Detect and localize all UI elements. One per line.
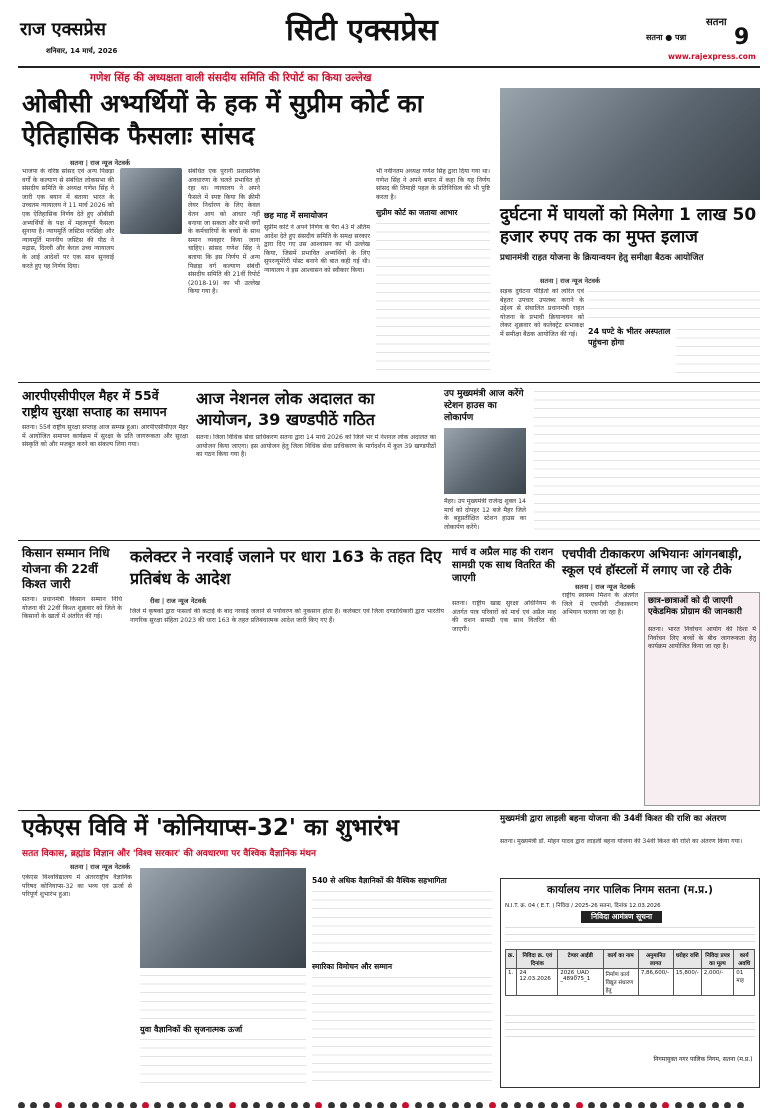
footer-dot [501, 1102, 508, 1108]
lokadalat-body: सतना। जिला विधिक सेवा प्राधिकरण सतना द्वारा 14 मार्च 2026 को जिले भर में नेशनल लोक अदालत का आयोजन किया जाएगा। इस आयोजन हेतु जिला विधिक सेवा प्राधिकरण के मार्गदर्शन में कुल 39 खण्डपीठों का गठन किया गया है। [196, 434, 436, 459]
aks-col2b [140, 1036, 306, 1086]
masthead [18, 14, 760, 66]
footer-dot [588, 1102, 595, 1108]
tender-col-header: टेण्डर आईडी [558, 950, 603, 969]
footer-dot [712, 1102, 719, 1108]
footer-dot [43, 1102, 50, 1108]
hospital-subhead: प्रधानमंत्री राहत योजना के क्रियान्वयन हेतु समीक्षा बैठक आयोजित [500, 253, 704, 263]
tender-table [505, 949, 755, 996]
hospital-body: सड़क दुर्घटना पीड़ितों को त्वरित एवं बेहतर उपचार उपलब्ध कराने के उद्देश्य से संचालित प्रधानमंत्री राहत योजना के प्रभावी क्रियान्वयन को लेकर शुक्रवार को कलेक्ट्रेट सभाकक्ष में समीक्षा बैठक आयोजित की गई। [500, 288, 584, 338]
footer-dot [613, 1102, 620, 1108]
tender-col-header: अनुमानित लागत [638, 950, 673, 969]
lead-col2: संबंधित एक पुरानी प्रशासनिक अवधारणा के चलते प्रभावित हो रहा था। न्यायालय ने अपने फैसले में स्पष्ट किया कि क्रीमी लेयर निर्धारण के लिए केवल वेतन आय को आधार नहीं बनाया जा सकता और सभी वर्गों के कर्मचारियों के बच्चों के साथ समान व्यवहार किया जाना चाहिए। सांसद गणेश सिंह ने बताया कि इस निर्णय में अन्य पिछड़ा वर्ग कल्याण संबंधी संसदीय समिति की 21वीं रिपोर्ट (2018-19) का भी उल्लेख किया गया है। [188, 168, 260, 296]
ration-body: सतना। राष्ट्रीय खाद्य सुरक्षा अधिनियम के अंतर्गत पात्र परिवारों को मार्च एवं अप्रैल माह की राशन सामग्री एक साथ वितरित की जाएगी। [452, 600, 556, 633]
footer-dot [179, 1102, 186, 1108]
footer-dot [439, 1102, 446, 1108]
footer-dot [167, 1102, 174, 1108]
tender-col-header: धरोहर राशि [673, 950, 701, 969]
footer-dot [315, 1102, 322, 1108]
row3-rule [18, 810, 760, 811]
deputycm-photo [444, 428, 526, 494]
rpf-body: सतना। 55वें राष्ट्रीय सुरक्षा सप्ताह आज सम्पन्न हुआ। आरपीएसीपीएल मैहर में आयोजित समापन कार्यक्रम में सुरक्षा के प्रति जागरूकता और सुरक्षा संस्कृति को और मजबूत करने का संकल्प लिया गया। [22, 424, 188, 449]
tender-cell: 2026_UAD _489075_1 [558, 969, 603, 996]
tender-title: कार्यालय नगर पालिक निगम सतना (म.प्र.) [547, 884, 713, 896]
aks-sub3: स्मारिका विमोचन और सम्मान [312, 962, 392, 971]
aks-byline: सतना | राज न्यूज नेटवर्क [70, 863, 130, 871]
footer-dot [638, 1102, 645, 1108]
aks-col3b [312, 974, 492, 1086]
footer-dot [600, 1102, 607, 1108]
deputycm-body: मैहर। उप मुख्यमंत्री राजेन्द्र शुक्ल 14 मार्च को दोपहर 12 बजे मैहर जिले के बहुप्रतीक्षित स्टेशन हाउस का लोकार्पण करेंगे। [444, 498, 526, 531]
footer-dot [489, 1102, 496, 1108]
hospital-sub2: 24 घण्टे के भीतर अस्पताल पहुंचना होगा [588, 327, 671, 347]
hpv-body: राष्ट्रीय स्वास्थ्य मिशन के अंतर्गत जिले में एचपीवी टीकाकरण अभियान चलाया जा रहा है। [562, 592, 638, 617]
footer-dot [92, 1102, 99, 1108]
footer-dot [538, 1102, 545, 1108]
footer-dot [699, 1102, 706, 1108]
footer-dot [278, 1102, 285, 1108]
footer-dot [402, 1102, 409, 1108]
footer-dot [353, 1102, 360, 1108]
website: www.rajexpress.com [668, 52, 756, 61]
footer-dot [526, 1102, 533, 1108]
meeting-photo [500, 88, 760, 200]
hospital-byline: सतना | राज न्यूज नेटवर्क [540, 277, 600, 285]
footer-dot [253, 1102, 260, 1108]
tender-notes [505, 1013, 755, 1043]
aks-col3 [312, 888, 492, 958]
footer-dot [55, 1102, 62, 1108]
hpv-side-title: छात्र-छात्राओं को दी जाएगी एकेडमिक प्रोग्राम की जानकारी [648, 596, 742, 617]
tender-col-header: कार्य अवधि [734, 950, 755, 969]
footer-dot [724, 1102, 731, 1108]
lead-col4-title: सुप्रीम कोर्ट का जताया आभार [376, 208, 458, 217]
footer-dot [30, 1102, 37, 1108]
footer-dot [130, 1102, 137, 1108]
footer-dot [452, 1102, 459, 1108]
footer-dot [365, 1102, 372, 1108]
lead-col4b [376, 220, 490, 378]
footer-dot [241, 1102, 248, 1108]
lokadalat-headline: आज नेशनल लोक अदालत का आयोजन, 39 खण्डपीठें गठित [196, 389, 375, 429]
deputycm-headline: उप मुख्यमंत्री आज करेंगे स्टेशन हाउस का लोकार्पण [444, 389, 524, 423]
footer-dot [142, 1102, 149, 1108]
footer-dot [18, 1102, 25, 1108]
hpv-side-body: सतना। भारत निर्वाचन आयोग की दिशा में निर्वाचन लिए बच्चों के बीच जागरूकता हेतु कार्यक्रम आयोजित किया जा रहा है। [648, 626, 756, 651]
tender-ref: N.I.T. क्र. 04 ( E.T. ) निविदा / 2025-26 सतना, दिनांक 12.03.2026 [505, 903, 661, 909]
row2-rule [18, 540, 760, 541]
footer-dot [105, 1102, 112, 1108]
lead-col4: भी नवीनतम अध्यक्ष गणेश सिंह द्वारा दिया गया था। गणेश सिंह ने अपने बयान में कहा कि यह निर्णय सांसद की तिमाही पहल के प्रतिनिधित्व की भी पुष्टि करता है। [376, 168, 490, 201]
hospital-headline: दुर्घटना में घायलों को मिलेगा 1 लाख 50 हजार रुपए तक का मुफ्त इलाज [500, 205, 757, 247]
tender-cell: 1. [506, 969, 517, 996]
tender-signature: निगमायुक्त नगर पालिक निगम, सतना (म.प्र.) [653, 1056, 753, 1063]
ladli-headline: मुख्यमंत्री द्वारा लाड़ली बहना योजना की 34वीं किश्त की राशि का अंतरण [500, 814, 727, 824]
footer-dot [514, 1102, 521, 1108]
lead-col3: सुप्रीम कोर्ट ने अपने निर्णय के पैरा 43 में अंतिम आदेश देते हुए संसदीय समिति के समक्ष सरकार द्वारा दिए गए उस आश्वासन का भी उल्लेख किया, जिसमें प्रभावित अभ्यर्थियों के लिए सुपरन्यूमेरेरी पोस्ट बनाने की बात कही गई थी। न्यायालय ने इस आश्वासन को स्वीकार किया। [264, 224, 370, 274]
footer-dot [476, 1102, 483, 1108]
hpv-headline: एचपीवी टीकाकरण अभियानः आंगनबाड़ी, स्कूल एवं हॉस्टलों में लगाए जा रहे टीके [562, 547, 743, 577]
footer-dot [625, 1102, 632, 1108]
footer-dot [464, 1102, 471, 1108]
aks-photo [140, 868, 306, 968]
issue-date: शनिवार, 14 मार्च, 2026 [46, 47, 118, 55]
aks-body: एकेएस विश्वविद्यालय में अंतरराष्ट्रीय वैज्ञानिक परिषद कोनियाप्स-32 का भव्य एवं ऊर्जा से परिपूर्ण शुभारंभ हुआ। [22, 874, 132, 899]
mp-portrait [120, 168, 182, 234]
footer-dot [551, 1102, 558, 1108]
footer-dot [80, 1102, 87, 1108]
tender-col-header: निविदा प्रपत्र का मूल्य [701, 950, 733, 969]
footer-dot [216, 1102, 223, 1108]
tender-cell: 15,800/- [673, 969, 701, 996]
tender-notice [500, 878, 760, 1088]
tender-subtitle: निविदा आमंत्रण सूचना [581, 911, 662, 923]
paper-name: राज एक्सप्रेस [20, 19, 106, 40]
aks-sub4: युवा वैज्ञानिकों की सृजनात्मक ऊर्जा [140, 1025, 243, 1034]
tender-cell: निर्माण कार्य विद्युत संधारण हेतु [603, 969, 638, 996]
tender-cell: 01 माह [734, 969, 755, 996]
footer-dot [229, 1102, 236, 1108]
narwai-headline: कलेक्टर ने नरवाई जलाने पर धारा 163 के तहत दिए प्रतिबंध के आदेश [130, 547, 442, 588]
row1-rule [18, 382, 760, 383]
tender-cell: 2,000/- [701, 969, 733, 996]
footer-dot [563, 1102, 570, 1108]
tender-col-header: क्र. [506, 950, 517, 969]
hospital-continued [534, 388, 760, 534]
footer-dot [117, 1102, 124, 1108]
footer-dot [68, 1102, 75, 1108]
top-strip: गणेश सिंह की अध्यक्षता वाली संसदीय समिति की रिपोर्ट का किया उल्लेख [90, 72, 372, 84]
ration-headline: मार्च व अप्रैल माह की राशन सामग्री एक साथ वितरित की जाएगी [452, 547, 555, 584]
tender-col-header: निविदा क्र. एवं दिनांक [517, 950, 558, 969]
footer-dot [675, 1102, 682, 1108]
ladli-body: सतना। मुख्यमंत्री डॉ. मोहन यादव द्वारा लाड़ली बहना योजना की 34वीं किश्त की राशि का अंतरण किया गया। [500, 838, 743, 845]
tender-cell: 24 12.03.2026 [517, 969, 558, 996]
lead-headline: ओबीसी अभ्यर्थियों के हक में सुप्रीम कोर्ट का ऐतिहासिक फैसलाः सांसद [22, 89, 424, 150]
city-main: सतना [706, 17, 727, 28]
cities-label: सतना ● पन्ना [646, 33, 687, 42]
hospital-cols2 [676, 326, 760, 374]
lead-col3-title: छह माह में समायोजन [264, 211, 328, 220]
footer-dot [415, 1102, 422, 1108]
hpv-byline: सतना | राज न्यूज नेटवर्क [575, 583, 635, 591]
narwai-byline: रीवा | राज न्यूज नेटवर्क [150, 597, 207, 605]
rpf-headline: आरपीएसीपीएल मैहर में 55वें राष्ट्रीय सुरक्षा सप्ताह का समापन [22, 388, 167, 419]
section-title: सिटी एक्सप्रेस [286, 13, 438, 48]
lead-byline: सतना | राज न्यूज नेटवर्क [70, 159, 130, 167]
aks-col2 [140, 972, 306, 1020]
footer-dot [576, 1102, 583, 1108]
tender-intro [505, 925, 755, 945]
footer-dot [662, 1102, 669, 1108]
footer-dot [204, 1102, 211, 1108]
footer-dot [154, 1102, 161, 1108]
tender-cell: 7,86,600/- [638, 969, 673, 996]
page-number: 9 [734, 25, 750, 50]
footer-dot [191, 1102, 198, 1108]
footer-dot [687, 1102, 694, 1108]
footer-dot [328, 1102, 335, 1108]
footer-dot [340, 1102, 347, 1108]
footer-rail [18, 1094, 760, 1102]
aks-headline: एकेएस विवि में 'कोनियाप्स-32' का शुभारंभ [22, 815, 399, 841]
footer-dot [303, 1102, 310, 1108]
masthead-rule [18, 66, 760, 68]
footer-dot [266, 1102, 273, 1108]
kisan-headline: किसान सम्मान निधि योजना की 22वीं किश्त जारी [22, 546, 110, 591]
hospital-cols [588, 288, 760, 322]
footer-dot [737, 1102, 744, 1108]
footer-dot [427, 1102, 434, 1108]
tender-col-header: कार्य का नाम [603, 950, 638, 969]
footer-dot [291, 1102, 298, 1108]
footer-dot [650, 1102, 657, 1108]
footer-dot [390, 1102, 397, 1108]
kisan-body: सतना। प्रधानमंत्री किसान सम्मान निधि योजना की 22वीं किश्त शुक्रवार को जिले के किसानों के खातों में अंतरित की गई। [22, 596, 122, 621]
aks-sub2: 540 से अधिक वैज्ञानिकों की वैश्विक सहभागिता [312, 876, 447, 885]
lead-col1: भाजपा के वरिष्ठ सांसद एवं अन्य पिछड़ा वर्गों के कल्याण से संबंधित लोकसभा की संसदीय समिति के अध्यक्ष गणेश सिंह ने जारी एक बयान में बताया भारत के उच्चतम न्यायालय ने 11 मार्च 2026 को एक ऐतिहासिक निर्णय देते हुए ओबीसी अभ्यर्थियों के पक्ष में महत्वपूर्ण फैसला सुनाया है। न्यायमूर्ति जस्टिस नरसिंहा और न्यायमूर्ति माननीय जस्टिस की पीठ ने मद्रास, दिल्ली और केरल उच्च न्यायालय के आई आदेशों पर एक साथ सुनवाई करते हुए यह निर्णय दिया। [22, 168, 114, 270]
footer-dot [377, 1102, 384, 1108]
narwai-body: जिले में कृषकों द्वारा फसलों की कटाई के बाद नरवाई जलाने से पर्यावरण को नुकसान होता है। कलेक्टर एवं जिला दण्डाधिकारी द्वारा भारतीय नागरिक सुरक्षा संहिता 2023 की धारा 163 के तहत प्रतिबंधात्मक आदेश जारी किए गए हैं। [130, 608, 444, 624]
aks-subhead: सतत विकास, ब्रह्मांड विज्ञान और 'विश्व सरकार' की अवधारणा पर वैश्विक वैज्ञानिक मंथन [22, 849, 317, 859]
